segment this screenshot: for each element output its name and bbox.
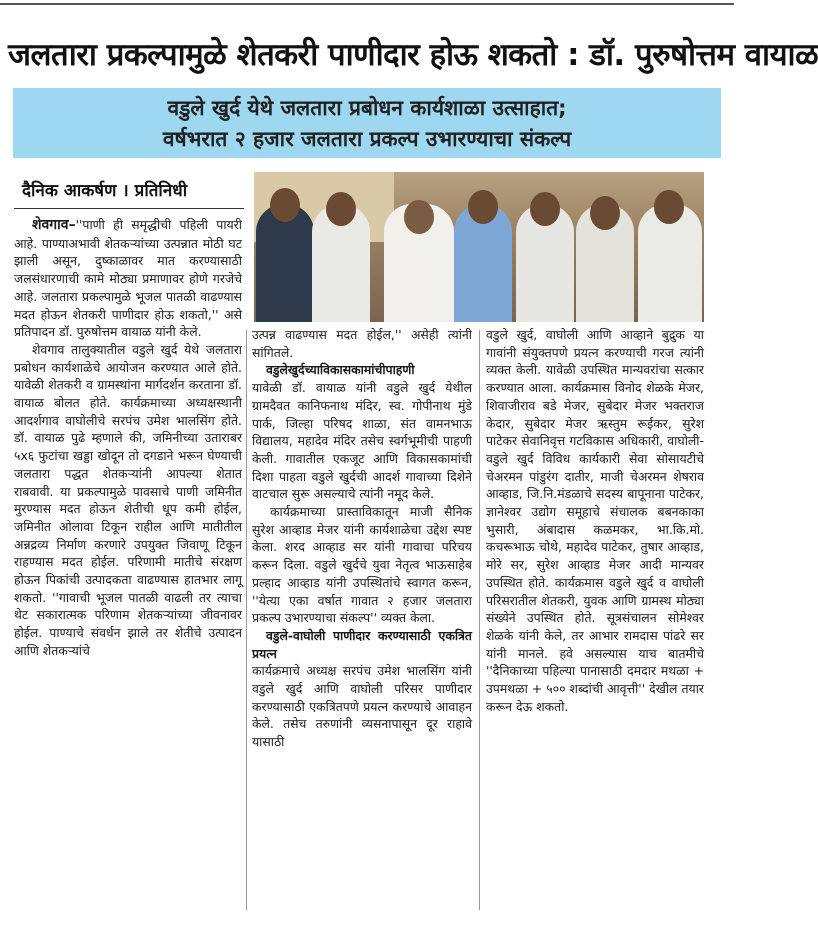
paragraph: शेवगाव तालुक्यातील वडुले खुर्द येथे जलतारा प्रबोधन कार्यशाळेचे आयोजन करण्यात आले होते. यावेळी शेतकरी व ग्रामस्थांना मार्गदर्शन करताना डॉ. वायाळ बोलत होते. कार्यक्रमाच्या अध्यक्षस्थानी आदर्शगाव वाघोलीचे सरपंच उमेश भालसिंग होते. डॉ. वायाळ पुढे म्हणाले की, जमिनीच्या उताराबर ५x६ फुटांचा खड्डा खोदून तो दगडाने भरून घेण्याची जलतारा पद्धत शेतकऱ्यांनी आपल्या शेतात राबवावी. या प्रकल्पामुळे पावसाचे पाणी जमिनीत मुरण्यास मदत होऊन शेतीची धूप कमी होईल, जमिनीत ओलावा टिकून राहील आणि मातीतील अन्नद्रव्य निर्माण करणारे उपयुक्त जिवाणू टिकून राहण्यास मदत होईल. परिणामी मातीचे संरक्षण होऊन पिकांची उत्पादकता वाढण्यास हातभार लागू शकतो. ''गावाची भूजल पातळी वाढली तर त्याचा थेट सकारात्मक परिणाम शेतकऱ्यांच्या जीवनावर होईल. पाण्याचे संवर्धन झाले तर शेतीचे उत्पादन आणि शेतकऱ्यांचे bbox=[14, 341, 242, 658]
subheadline-line-2: वर्षभरात २ हजार जलतारा प्रकल्प उभारण्याचा संकल्प bbox=[162, 127, 572, 151]
person-head bbox=[654, 190, 684, 224]
top-rule bbox=[0, 3, 734, 5]
dateline: शेवगाव– bbox=[32, 217, 76, 233]
column-divider bbox=[246, 330, 247, 910]
paragraph: वडुले खुर्द, वाघोली आणि आव्हाने बुद्रुक या गावांनी संयुक्तपणे प्रयत्न करण्याची गरज त्यांनी व्यक्त केली. यावेळी उपस्थित मान्यवरांचा सत्कार करण्यात आला. कार्यक्रमास विनोद शेळके मेजर, शिवाजीराव बडे मेजर, सुबेदार मेजर भक्तराज केदार, सुबेदार मेजर ऋस्तुम रूईकर, सुरेश पाटेकर सेवानिवृत्त गटविकास अधिकारी, वाघोली-वडुले खुर्द विविध कार्यकारी सेवा सोसायटीचे चेअरमन पांडुरंग दातीर, माजी चेअरमन शेषराव आव्हाड, जि.नि.मंडळाचे सदस्य बापूनाना पाटेकर, ज्ञानेश्वर उद्योग समूहाचे संचालक बबनकाका भुसारी, अंबादास कळमकर, भा.कि.मो. कचरूभाऊ चोथे, महादेव पाटेकर, तुषार आव्हाड, मोरे सर, सुरेश आव्हाड मेजर आदी मान्यवर उपस्थित होते. कार्यक्रमास वडुले खुर्द व वाघोली परिसरातील शेतकरी, युवक आणि ग्रामस्थ मोठ्या संख्येने उपस्थित होते. सूत्रसंचालन सोमेश्वर शेळके यांनी केले, तर आभार रामदास पांढरे सर यांनी मानले. हवे असल्यास याच बातमीचे ''दैनिकाच्या पहिल्या पानासाठी दमदार मथळा + उपमथळा + ५०० शब्दांची आवृत्ती'' देखील तयार करून देऊ शकतो. bbox=[486, 327, 704, 714]
paragraph: कार्यक्रमाचे अध्यक्ष सरपंच उमेश भालसिंग यांनी वडुले खुर्द आणि वाघोली परिसर पाणीदार करण्यासाठी एकत्रितपणे प्रयत्न करण्याचे आवाहन केले. तसेच तरुणांनी व्यसनापासून दूर राहावे यासाठी bbox=[252, 663, 472, 750]
paragraph: कार्यक्रमाच्या प्रास्ताविकातून माजी सैनिक सुरेश आव्हाड मेजर यांनी कार्यशाळेचा उद्देश स्पष्ट केला. शरद आव्हाड सर यांनी गावाचा परिचय करून दिला. वडुले खुर्दचे युवा नेतृत्व भाऊसाहेब प्रल्हाद आव्हाड यांनी उपस्थितांचे स्वागत करून, ''येत्या एका वर्षात गावात २ हजार जलतारा प्रकल्प उभारण्याचा संकल्प'' व्यक्त केला. bbox=[252, 504, 472, 626]
person-head bbox=[468, 190, 498, 224]
article-column-2 bbox=[252, 326, 472, 751]
person-head bbox=[404, 200, 434, 234]
subheadline-box bbox=[13, 88, 721, 158]
article-column-1 bbox=[14, 216, 242, 660]
subhead: वडुले-वाघोली पाणीदार करण्यासाठी एकत्रित प्रयत्न bbox=[252, 627, 472, 661]
person-head bbox=[270, 188, 300, 222]
event-photo bbox=[254, 172, 704, 322]
headline: जलतारा प्रकल्पामुळे शेतकरी पाणीदार होऊ शकतो : डॉ. पुरुषोत्तम वायाळ bbox=[8, 37, 818, 73]
person-head bbox=[590, 196, 620, 230]
subhead: वडुलेखुर्दच्याविकासकामांचीपाहणी bbox=[266, 362, 415, 378]
byline-rule bbox=[14, 208, 244, 209]
article-column-3 bbox=[486, 326, 704, 715]
lead-text: ''पाणी ही समृद्धीची पहिली पायरी आहे. पाण्याअभावी शेतकऱ्यांच्या उत्पन्नात मोठी घट झाली असून, दुष्काळावर मात करण्यासाठी जलसंधारणाची कामे मोठ्या प्रमाणावर होणे गरजेचे आहे. जलतारा प्रकल्पामुळे भूजल पातळी वाढण्यास मदत होऊन शेतकरी पाणीदार होऊ शकतो,'' असे प्रतिपादन डॉ. पुरुषोत्तम वायाळ यांनी केले. bbox=[14, 217, 242, 340]
person-head bbox=[326, 192, 356, 226]
paragraph: उत्पन्न वाढण्यास मदत होईल,'' असेही त्यांनी सांगितले. bbox=[252, 327, 472, 360]
byline: दैनिक आकर्षण । प्रतिनिधी bbox=[22, 181, 188, 201]
person-head bbox=[530, 192, 560, 226]
lead-paragraph bbox=[14, 216, 242, 341]
column-divider bbox=[479, 330, 480, 910]
subheadline-line-1: वडुले खुर्द येथे जलतारा प्रबोधन कार्यशाळा उत्साहात; bbox=[167, 96, 567, 120]
paragraph: यावेळी डॉ. वायाळ यांनी वडुले खुर्द येथील ग्रामदैवत कानिफनाथ मंदिर, स्व. गोपीनाथ मुंडे पार्क, जिल्हा परिषद शाळा, संत वामनभाऊ विद्यालय, महादेव मंदिर तसेच स्वर्गभूमीची पाहणी केली. गावातील एकजूट आणि विकासकामांची दिशा पाहता वडुले खुर्दची आदर्श गावाच्या दिशेने वाटचाल सुरू असल्याचे त्यांनी नमूद केले. bbox=[252, 380, 472, 502]
